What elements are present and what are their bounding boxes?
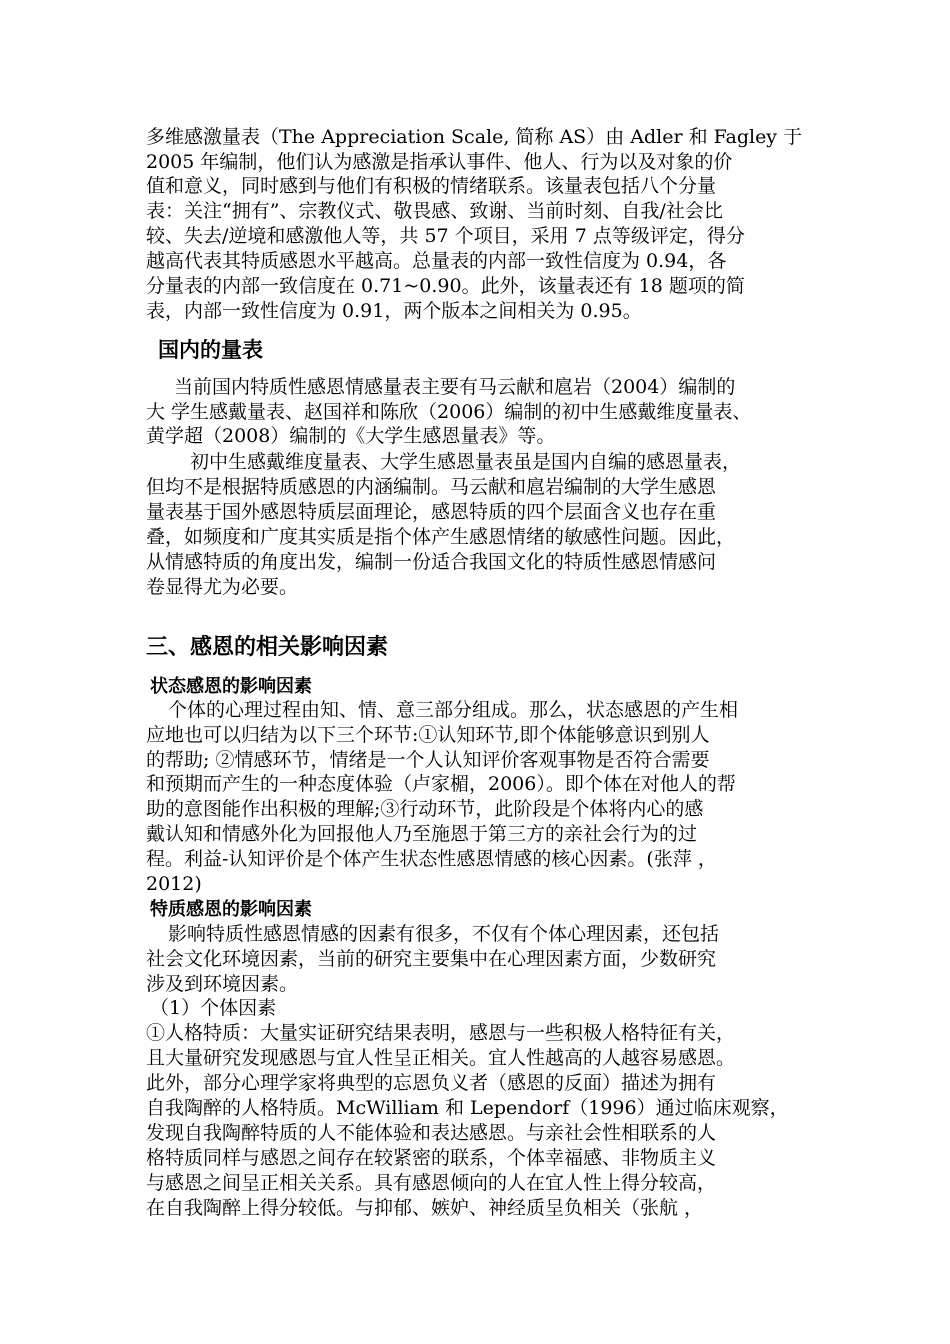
text-line: 表，内部一致性信度为 0.91，两个版本之间相关为 0.95。 [146,300,642,322]
text-line: 较、失去/逆境和感激他人等，共 57 个项目，采用 7 点等级评定，得分 [146,225,745,247]
text-line: 分量表的内部一致信度在 0.71~0.90。此外，该量表还有 18 题项的简 [146,275,745,297]
text-line: 值和意义，同时感到与他们有积极的情绪联系。该量表包括八个分量 [146,175,717,197]
text-line: ①人格特质：大量实证研究结果表明，感恩与一些积极人格特征有关， [146,1022,736,1044]
text-line: 在自我陶醉上得分较低。与抑郁、嫉妒、神经质呈负相关（张航 ， [146,1197,704,1219]
text-line: 此外，部分心理学家将典型的忘恩负义者（感恩的反面）描述为拥有 [146,1072,717,1094]
text-line: 越高代表其特质感恩水平越高。总量表的内部一致性信度为 0.94，各 [146,250,727,272]
subheading-domestic-scales: 国内的量表 [158,338,263,362]
text-line: 当前国内特质性感恩情感量表主要有马云献和扈岩（2004）编制的 [174,376,736,398]
text-line: 多维感激量表（The Appreciation Scale, 简称 AS）由 Adler 和 Fagley 于 [146,126,803,148]
text-line: 表：关注“拥有”、宗教仪式、敬畏感、致谢、当前时刻、自我/社会比 [146,200,723,222]
text-line: 黄学超（2008）编制的《大学生感恩量表》等。 [146,425,556,447]
text-line: 发现自我陶醉特质的人不能体验和表达感恩。与亲社会性相联系的人 [146,1122,717,1144]
text-line: 大 学生感戴量表、赵国祥和陈欣（2006）编制的初中生感戴维度量表、 [146,401,752,423]
text-line: 量表基于国外感恩特质层面理论，感恩特质的四个层面含义也存在重 [146,501,717,523]
text-line: 且大量研究发现感恩与宜人性呈正相关。宜人性越高的人越容易感恩。 [146,1047,736,1069]
text-line: 初中生感戴维度量表、大学生感恩量表虽是国内自编的感恩量表， [190,451,742,473]
text-line: 2005 年编制，他们认为感激是指承认事件、他人、行为以及对象的价 [146,151,733,173]
text-line: 叠，如频度和广度其实质是指个体产生感恩情绪的敏感性问题。因此， [146,526,736,548]
subheading-state-gratitude: 状态感恩的影响因素 [150,676,312,697]
text-line: 戴认知和情感外化为回报他人乃至施恩于第三方的亲社会行为的过 [146,823,698,845]
text-line: 2012) [146,873,202,895]
text-line: 自我陶醉的人格特质。McWilliam 和 Lependorf（1996）通过临床观察， [146,1097,789,1119]
text-line: 格特质同样与感恩之间存在较紧密的联系，个体幸福感、非物质主义 [146,1147,717,1169]
text-line: 社会文化环境因素，当前的研究主要集中在心理因素方面，少数研究 [146,948,717,970]
text-line: 从情感特质的角度出发，编制一份适合我国文化的特质性感恩情感问 [146,551,717,573]
text-line: 与感恩之间呈正相关关系。具有感恩倾向的人在宜人性上得分较高， [146,1172,717,1194]
text-line: 助的意图能作出积极的理解;③行动环节，此阶段是个体将内心的感 [146,798,704,820]
text-line: 但均不是根据特质感恩的内涵编制。马云献和扈岩编制的大学生感恩 [146,476,717,498]
text-line: 个体的心理过程由知、情、意三部分组成。那么，状态感恩的产生相 [168,699,739,721]
text-line: 应地也可以归结为以下三个环节:①认知环节,即个体能够意识到别人 [146,724,710,746]
text-line: 的帮助; ②情感环节，情绪是一个人认知评价客观事物是否符合需要 [146,749,710,771]
subheading-trait-gratitude: 特质感恩的影响因素 [150,899,312,920]
section-heading: 三、感恩的相关影响因素 [146,635,389,660]
text-line: 程。利益-认知评价是个体产生状态性感恩情感的核心因素。(张萍 ， [146,848,717,870]
text-line: 涉及到环境因素。 [146,973,299,995]
text-line: 影响特质性感恩情感的因素有很多，不仅有个体心理因素，还包括 [168,923,720,945]
list-heading: （1）个体因素 [150,997,277,1019]
text-line: 卷显得尤为必要。 [146,576,299,598]
text-line: 和预期而产生的一种态度体验（卢家楣，2006）。即个体在对他人的帮 [146,773,736,795]
